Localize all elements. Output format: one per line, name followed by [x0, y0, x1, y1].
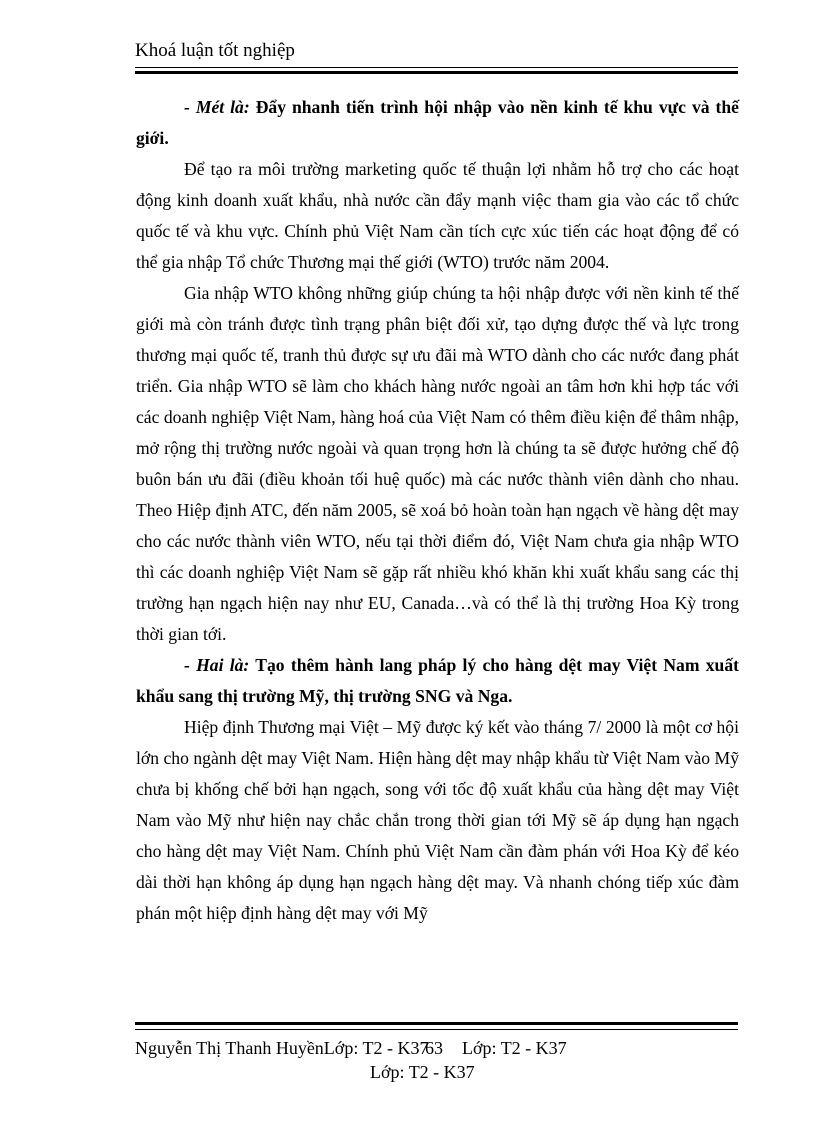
footer-class-line: Lớp: T2 - K37	[370, 1062, 475, 1082]
header-rule-thick	[135, 71, 738, 74]
footer-rule-thick	[135, 1022, 738, 1025]
heading-text: Tạo thêm hành lang pháp lý cho hàng dệt may Việt Nam xuất khẩu sang thị trường Mỹ, thị trường SNG và Nga.	[136, 655, 739, 706]
heading-text: Đẩy nhanh tiến trình hội nhập vào nền kinh tế khu vực và thế giới.	[136, 97, 739, 148]
footer-class-overlap: Lớp: T2 - K37	[462, 1038, 567, 1058]
paragraph-3: Gia nhập WTO không những giúp chúng ta hội nhập được với nền kinh tế thế giới mà còn tránh được tình trạng phân biệt đối xử, tạo dựng được thế và lực trong thương mại quốc tế, tranh thủ được sự ưu đãi mà WTO dành cho các nước đang phát triển. Gia nhập WTO sẽ làm cho khách hàng nước ngoài an tâm hơn khi hợp tác với các doanh nghiệp Việt Nam, hàng hoá của Việt Nam có thêm điều kiện để thâm nhập, mở rộng thị trường nước ngoài và quan trọng hơn là chúng ta sẽ được hưởng chế độ buôn bán ưu đãi (điều khoản tối huệ quốc) mà các nước thành viên dành cho nhau. Theo Hiệp định ATC, đến năm 2005, sẽ xoá bỏ hoàn toàn hạn ngạch về hàng dệt may cho các nước thành viên WTO, nếu tại thời điểm đó, Việt Nam chưa gia nhập WTO thì các doanh nghiệp Việt Nam sẽ gặp rất nhiều khó khăn khi xuất khẩu sang các thị trường hạn ngạch hiện nay như EU, Canada…và có thể là thị trường Hoa Kỳ trong thời gian tới.	[136, 283, 739, 644]
section-heading-1	[136, 92, 739, 154]
heading-lead: - Hai là:	[184, 655, 250, 675]
section-heading-2	[136, 650, 739, 712]
paragraph-2: Để tạo ra môi trường marketing quốc tế thuận lợi nhằm hỗ trợ cho các hoạt động kinh doanh xuất khẩu, nhà nước cần đẩy mạnh việc tham gia vào các tổ chức quốc tế và khu vực. Chính phủ Việt Nam cần tích cực xúc tiến các hoạt động để có thể gia nhập Tổ chức Thương mại thế giới (WTO) trước năm 2004.	[136, 159, 739, 272]
heading-lead: - Mét là:	[184, 97, 250, 117]
footer-author-line	[135, 1038, 567, 1059]
paragraph-5: Hiệp định Thương mại Việt – Mỹ được ký kết vào tháng 7/ 2000 là một cơ hội lớn cho ngành dệt may Việt Nam. Hiện hàng dệt may nhập khẩu từ Việt Nam vào Mỹ chưa bị khống chế bởi hạn ngạch, song với tốc độ xuất khẩu của hàng dệt may Việt Nam vào Mỹ như hiện nay chắc chắn trong thời gian tới Mỹ sẽ áp dụng hạn ngạch cho hàng dệt may Việt Nam. Chính phủ Việt Nam cần đàm phán với Hoa Kỳ để kéo dài thời hạn không áp dụng hạn ngạch hàng dệt may. Và nhanh chóng tiếp xúc đàm phán một hiệp định hàng dệt may với Mỹ	[136, 717, 739, 923]
document-body	[136, 92, 739, 929]
footer-page-number: 63	[425, 1038, 443, 1058]
header-rule-thin	[135, 67, 738, 68]
footer-author-class: Nguyễn Thị Thanh HuyềnLớp: T2 - K37	[135, 1038, 429, 1058]
footer-rule-thin	[135, 1029, 738, 1030]
page-header-title: Khoá luận tốt nghiệp	[135, 40, 295, 61]
